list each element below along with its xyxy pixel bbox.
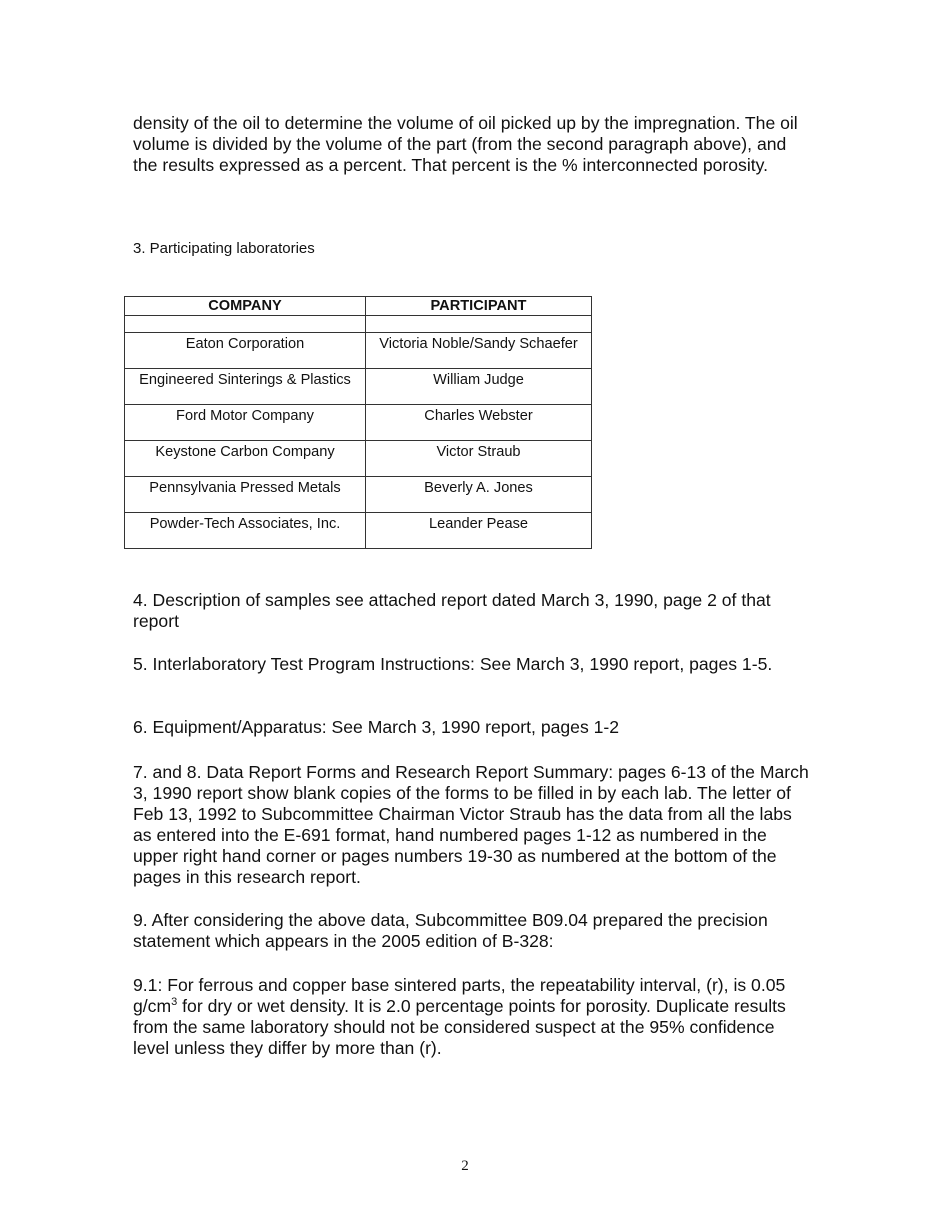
table-row bbox=[125, 513, 592, 549]
table-header-row bbox=[125, 297, 592, 316]
participating-laboratories-table bbox=[124, 296, 592, 549]
company-column-header: COMPANY bbox=[125, 297, 366, 316]
section-4-paragraph: 4. Description of samples see attached report dated March 3, 1990, page 2 of that report bbox=[133, 590, 771, 631]
section-9-1-text-start: 9.1: For ferrous and copper base sintered parts, the repeatability interval, (r), is 0.05 g/cm bbox=[133, 975, 786, 1016]
participant-cell: Charles Webster bbox=[366, 405, 592, 441]
section-6-paragraph: 6. Equipment/Apparatus: See March 3, 1990 report, pages 1-2 bbox=[133, 717, 620, 737]
company-cell: Pennsylvania Pressed Metals bbox=[125, 477, 366, 513]
spacer-cell bbox=[125, 316, 366, 333]
table-row bbox=[125, 405, 592, 441]
company-cell: Eaton Corporation bbox=[125, 333, 366, 369]
section-9-1-paragraph bbox=[133, 975, 813, 1059]
participant-cell: Victoria Noble/Sandy Schaefer bbox=[366, 333, 592, 369]
spacer-cell bbox=[366, 316, 592, 333]
unit-superscript: 3 bbox=[171, 996, 178, 1009]
company-cell: Ford Motor Company bbox=[125, 405, 366, 441]
table-row bbox=[125, 441, 592, 477]
company-cell: Keystone Carbon Company bbox=[125, 441, 366, 477]
participant-cell: William Judge bbox=[366, 369, 592, 405]
participant-cell: Beverly A. Jones bbox=[366, 477, 592, 513]
company-cell: Engineered Sinterings & Plastics bbox=[125, 369, 366, 405]
section-9-paragraph: 9. After considering the above data, Subcommittee B09.04 prepared the precision statement which appears in the 2005 edition of B-328: bbox=[133, 910, 768, 951]
participant-cell: Leander Pease bbox=[366, 513, 592, 549]
section-5-paragraph: 5. Interlaboratory Test Program Instructions: See March 3, 1990 report, pages 1-5. bbox=[133, 654, 773, 674]
table-row bbox=[125, 477, 592, 513]
table-spacer-row bbox=[125, 316, 592, 333]
table-row bbox=[125, 369, 592, 405]
section-9-1-text-end: for dry or wet density. It is 2.0 percentage points for porosity. Duplicate results from the same laboratory should not be considered suspect at the 95% confidence level unless they differ by more than (r). bbox=[133, 996, 786, 1058]
participant-cell: Victor Straub bbox=[366, 441, 592, 477]
section-3-heading: 3. Participating laboratories bbox=[133, 240, 315, 257]
participant-column-header: PARTICIPANT bbox=[366, 297, 592, 316]
table-row bbox=[125, 333, 592, 369]
section-7-8-paragraph: 7. and 8. Data Report Forms and Research Report Summary: pages 6-13 of the March 3, 1990 report show blank copies of the forms to be filled in by each lab. The letter of Feb 13, 1992 to Subcommittee Chairman Victor Straub has the data from all the labs as entered into the E-691 format, hand numbered pages 1-12 as numbered in the upper right hand corner or pages numbers 19-30 as numbered at the bottom of the pages in this research report. bbox=[133, 762, 809, 887]
page-number: 2 bbox=[461, 1158, 469, 1174]
company-cell: Powder-Tech Associates, Inc. bbox=[125, 513, 366, 549]
intro-paragraph: density of the oil to determine the volume of oil picked up by the impregnation. The oil volume is divided by the volume of the part (from the second paragraph above), and the results expressed as a percent. That percent is the % interconnected porosity. bbox=[133, 113, 798, 175]
